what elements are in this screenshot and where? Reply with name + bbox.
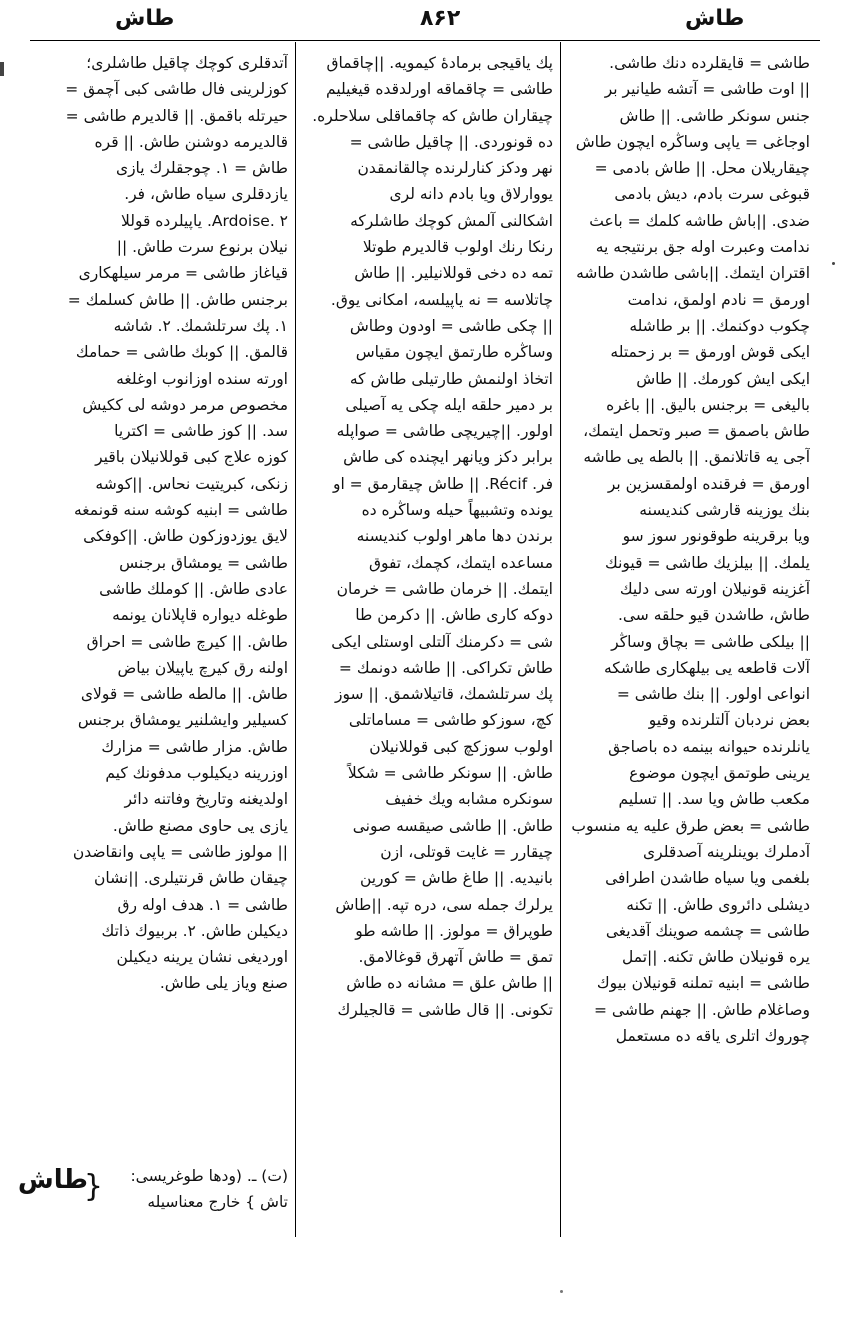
text-line: جنس سونكر طاشی. || طاش — [619, 106, 810, 125]
text-line: عادی طاش. || كوملك طاشی — [99, 579, 288, 598]
text-line: تكونی. || قال طاشی = قالجیلرك — [337, 1000, 553, 1019]
column-separator — [560, 42, 561, 1237]
text-line: طاش. || مالطه طاشی = قولای — [80, 685, 288, 704]
text-line: طاش. || سونكر طاشی = شكلاً — [347, 764, 553, 783]
text-line: طاش. || طاشی صیقسه صونی — [352, 816, 553, 835]
text-line: مساعده ایتمك، كچمك، تفوق — [368, 553, 553, 572]
text-line: شی = دكرمنك آلتلی اوستلی ایكی — [331, 632, 553, 651]
text-line: آغزینه قونیلان اورته سی دلیك — [619, 579, 810, 598]
header-right-word: طاش — [685, 6, 745, 31]
margin-mark — [0, 62, 4, 76]
text-line: طاشی = چاقماقه اورلدقده قیغیلیم — [326, 80, 553, 99]
text-line: || بیلكی طاشی = بچاق وساڭر — [611, 632, 810, 651]
text-line: ایكی قوش اورمق = بر زحمتله — [610, 343, 810, 362]
text-line: قالمق. || كوبك طاشی = حمامك — [75, 343, 288, 362]
text-line: ویا برقرینه طوقونور سوز سو — [622, 527, 810, 546]
text-line: اورته سنده اوزانوب اوغلغه — [116, 369, 288, 388]
text-line: یونده وتشبیهاً حیله وساڭره ده — [361, 501, 553, 520]
text-line: انواعی اولور. || بنك طاشی = — [616, 685, 810, 704]
text-line: چیقاریلان محل. || طاش بادمی = — [594, 159, 810, 178]
text-line: مكعب طاش ویا سد. || تسلیم — [618, 790, 810, 809]
scan-speck — [560, 1290, 563, 1293]
text-line: طاش باصمق = صبر وتحمل ایتمك، — [583, 422, 810, 441]
text-line: اولدیغنه وتاریخ وفاتنه دائر — [124, 790, 288, 809]
text-line: نیلان برنوع سرت طاش. || — [116, 238, 288, 257]
text-line: یازی یی حاوی مصنع طاش. — [112, 816, 288, 835]
text-line: اولور. ||چیریچی طاشی = صواپله — [336, 422, 553, 441]
text-line: كسیلیر وایشلنیر یومشاق برجنس — [77, 711, 288, 730]
text-line: اورمق = نادم اولمق، ندامت — [627, 290, 810, 309]
text-line: چاتلاسه = نه یاپیلسه، امكانی یوق. — [330, 290, 553, 309]
text-line: طاش. مزار طاشی = مزارك — [101, 737, 288, 756]
text-line: اقتران ایتمك. ||باشی طاشدن طاشه — [576, 264, 810, 283]
text-line: تمق = طاش آتهرق قوغالامق. — [358, 948, 553, 967]
text-line: یانلرنده حیوانه بینمه ده باصاجق — [608, 737, 810, 756]
text-line: مخصوص مرمر دوشه لی ككیش — [82, 395, 288, 414]
text-line: حیرتله باقمق. || قالدیرم طاشی = — [65, 106, 288, 125]
text-line: قالدیرمه دوشنن طاش. || قره — [94, 132, 288, 151]
text-line: طاش، طاشدن قیو حلقه سی. — [617, 606, 810, 625]
text-line: یووارلاق ویا بادم دانه لری — [389, 185, 553, 204]
text-line: طاش تكراكی. || طاشه دونمك = — [338, 658, 553, 677]
text-line: قبوغی سرت بادم، دیش بادمی — [614, 185, 810, 204]
text-line: طاشی = بعض طرق علیه یه منسوب — [571, 816, 810, 835]
text-line: بنك یوزینه قارشی كندیسنه — [639, 501, 810, 520]
text-line: طاش = ۱. چوجقلرك یازی — [115, 159, 288, 178]
page-header — [20, 2, 830, 36]
text-line: برجنس طاش. || طاش كسلمك = — [67, 290, 288, 309]
header-left-word: طاش — [115, 6, 175, 31]
text-line: یره قونیلان طاش تكنه. ||تمل — [622, 948, 810, 967]
text-line: اولنه رق كیرچ یاپیلان بیاض — [117, 658, 288, 677]
text-line: رنكا رنك اولوب قالدیرم طوتلا — [362, 238, 553, 257]
text-line: || اوت طاشی = آتشه طیانیر بر — [604, 80, 810, 99]
text-column-middle — [303, 50, 553, 1230]
text-line: || چكی طاشی = اودون وطاش — [349, 316, 553, 335]
header-rule — [30, 40, 820, 41]
text-line: اتخاذ اولنمش طارتیلی طاش كه — [349, 369, 553, 388]
text-line: ۱. پك سرتلشمك. ۲. شاشه — [113, 316, 288, 335]
text-line: كچ، سوزكو طاشی = مساماتلی — [348, 711, 553, 730]
text-line: اوجاغی = یاپی وساڭره ایچون طاش — [575, 132, 810, 151]
text-line: تمه ده دخی قوللانیلیر. || طاش — [354, 264, 553, 283]
entry-definition-line: تاش } خارج معناسیله — [147, 1193, 288, 1211]
text-line: صنع ویاز یلی طاش. — [159, 974, 288, 993]
text-line: آدملرك بوینلرینه آصدقلری — [643, 842, 810, 861]
text-line: طاشی = ابنیه تملنه قونیلان بیوك — [596, 974, 810, 993]
text-line: اوزرینه دیكیلوب مدفونك كیم — [105, 764, 288, 783]
text-line: ضدی. ||باش طاشه كلمك = باعث — [589, 211, 810, 230]
text-line: یرینی طوتمق ایچون موضوع — [629, 764, 810, 783]
text-line: دیكیلن طاش. ۲. بربیوك ذاتك — [101, 921, 288, 940]
text-line: سد. || كوز طاشی = اكتریا — [114, 422, 288, 441]
text-line: برندن دها ماهر اولوب كندیسنه — [356, 527, 553, 546]
text-line: قیاغاز طاشی = مرمر سیلهكاری — [78, 264, 288, 283]
text-column-right — [566, 50, 810, 1230]
column-separator — [295, 42, 296, 1237]
text-line: چوروك اتلری یاقه ده مستعمل — [615, 1026, 810, 1045]
text-line: || طاش علق = مشانه ده طاش — [346, 974, 553, 993]
text-line: بلغمی ویا سیاه طاشدن اطرافی — [605, 869, 810, 888]
text-line: یلمك. || بیلزیك طاشی = قیونك — [605, 553, 810, 572]
text-line: وصاغلام طاش. || جهنم طاشی = — [594, 1000, 810, 1019]
text-line: پك یاقیجی برمادهٔ كیمویه. ||چاقماق — [326, 54, 553, 72]
text-line: چكوب دوكنمك. || بر طاشله — [629, 316, 810, 335]
entry-definition-line: (ت) ـ. (ودها طوغریسی: — [130, 1167, 288, 1185]
text-column-left — [35, 50, 288, 1190]
headword: طاش — [17, 1165, 88, 1195]
text-line: بانیدیه. || طاغ طاش = كورین — [359, 869, 553, 888]
text-line: دوكه كاری طاش. || دكرمن طا — [355, 606, 553, 625]
brace-glyph: { — [83, 1169, 103, 1204]
text-line: بعض نردبان آلتلرنده وقیو — [648, 711, 810, 730]
text-line: اوردیغی نشان یرینه دیكیلن — [116, 948, 288, 967]
text-line: طاشی = قایقلرده دنك طاشی. — [609, 54, 810, 72]
text-line: چیقاران طاش كه چاقماقلی سلاحلره. — [312, 106, 553, 125]
text-line: فر. Récif. || طاش چیقارمق = او — [332, 474, 553, 493]
text-line: ندامت وعبرت اوله جق برنتیجه یه — [595, 238, 810, 257]
text-line: برابر دكز ویانهر ایچنده كی طاش — [343, 448, 553, 467]
text-line: آتدقلری كوچك چاقیل طاشلری؛ — [86, 54, 288, 72]
text-line: طوغله دیواره قاپلانان یونمه — [112, 606, 288, 625]
text-line: چیقارر = غایت قوتلی، ازن — [380, 842, 553, 861]
text-line: طاشی = یومشاق برجنس — [119, 553, 288, 572]
text-line: لایق یوزدوزكون طاش. ||كوفكی — [83, 527, 288, 546]
text-line: چیقان طاش قرنتیلری. ||نشان — [93, 869, 288, 888]
text-line: طاشی = چشمه صوینك آقدیغی — [605, 921, 810, 940]
text-line: ده قونوردی. || چاقیل طاشی = — [349, 132, 553, 151]
text-line: كوزلرینی فال طاشی كبی آچمق = — [65, 80, 288, 99]
text-line: نهر ودكز كنارلرنده چالقانمقدن — [357, 159, 553, 178]
text-line: زنكی، كبریتیت نحاس. ||كوشه — [95, 474, 288, 493]
text-line: || مولوز طاشی = یاپی وانقاضدن — [72, 842, 288, 861]
text-line: طاش. || كیرچ طاشی = احراق — [86, 632, 288, 651]
text-line: وساڭره طارتمق ایچون مقیاس — [355, 343, 553, 362]
text-line: اشكالنی آلمش كوچك طاشلركه — [350, 211, 553, 230]
text-line: یازدقلری سیاه طاش، فر. — [124, 185, 288, 204]
text-line: كوزه علاج كبی قوللانیلان باقیر — [95, 448, 288, 467]
text-line: طاشی = ۱. هدف اوله رق — [117, 895, 288, 914]
text-line: ایتمك. || خرمان طاشی = خرمان — [336, 579, 553, 598]
text-line: یرلرك جمله سی، دره تپه. ||طاش — [335, 895, 553, 914]
text-line: بالیغی = برجنس بالیق. || باغره — [606, 395, 810, 414]
text-line: اورمق = فرقنده اولمقسزین بر — [607, 474, 810, 493]
text-line: بر دمیر حلقه ایله چكی یه آصیلی — [345, 395, 553, 414]
text-line: طاشی = ابنیه كوشه سنه قونمغه — [73, 501, 288, 520]
text-line: اولوب سوزكچ كبی قوللانیلان — [369, 737, 553, 756]
text-line: طوپراق = مولوز. || طاشه طو — [355, 921, 553, 940]
text-line: پك سرتلشمك، قاتیلاشمق. || سوز — [334, 685, 553, 704]
text-line: آلات قاطعه یی بیلهكاری طاشكه — [603, 658, 810, 677]
page-number: ۸۶۲ — [420, 6, 461, 31]
text-line: Ardoise. ۲. یاپیلرده قوللا — [120, 211, 288, 230]
margin-dot — [832, 262, 835, 265]
text-line: آجی یه قاتلانمق. || بالطه یی طاشه — [583, 448, 810, 467]
text-line: ایكی ایش كورمك. || طاش — [636, 369, 810, 388]
text-line: دیشلی دائروی طاش. || تكنه — [626, 895, 810, 914]
text-line: سونكره مشابه ویك خفیف — [385, 790, 553, 809]
